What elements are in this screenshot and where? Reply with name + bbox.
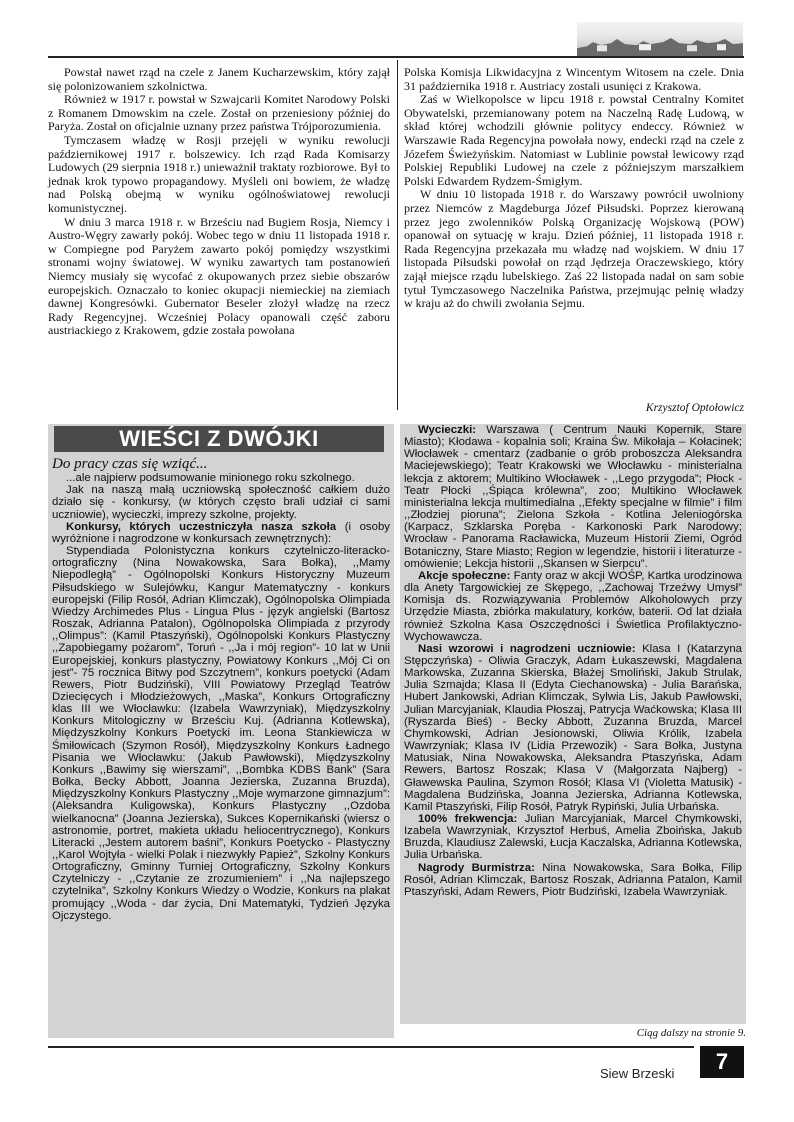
mayor-awards-text: Nina Nowakowska, Sara Bołka, Filip Rosół, Adrian Klimczak, Bartosz Roszak, Adrianna Patalon, Kamil Ptaszyński, Adam Rewers, Piotr Budziński, Izabela Wawrzyniak. (404, 861, 742, 898)
header-photo (577, 22, 743, 56)
social-heading: Akcje społeczne: (418, 569, 511, 582)
paragraph (404, 424, 742, 570)
continued-note: Ciąg dalszy na stronie 9. (636, 1027, 746, 1039)
paragraph: ...ale najpierw podsumowanie minionego roku szkolnego. (66, 472, 355, 485)
page-number: 7 (700, 1046, 744, 1078)
author-signature: Krzysztof Optołowicz (645, 402, 744, 414)
bottom-rule (48, 1046, 694, 1048)
news-left-text (52, 458, 390, 922)
subheading: Do pracy czas się wziąć... (52, 456, 208, 472)
news-right-text (404, 424, 742, 898)
attendance-text: Julian Marcyjaniak, Marcel Chymkowski, Izabela Wawrzyniak, Krzysztof Herbuś, Amelia Zboińska, Jakub Bruzda, Klaudiusz Zalewski, Łucja Kaczalska, Adrianna Kotlewska, Julia Urbańska. (404, 813, 742, 862)
paragraph (404, 862, 742, 898)
top-rule (48, 56, 744, 58)
paragraph: W dniu 10 listopada 1918 r. do Warszawy powrócił uwolniony przez Niemców z Magdeburga Józef Piłsudski. Poprzez kierowaną przez jego zwolenników Polską Organizację Wojskową (POW) opanował on sytuację w kraju. Dzień później, 11 listopada 1918 r. Rada Regencyjna przekazała mu władzę nad wojskiem. W dniu 17 listopada Piłsudski powołał on rząd Jędrzeja Oraczewskiego, który zajął miejsce rządu lubelskiego. Zaś 22 listopada nadał on sam sobie tytuł Tymczasowego Naczelnika Państwa, przejmując pełnię władzy w kraju aż do chwili zwołania Sejmu. (404, 187, 744, 311)
contests-intro: (i osoby wyróżnione i nagrodzone w konkursach zewnętrznych): (52, 520, 390, 545)
paragraph: Również w 1917 r. powstał w Szwajcarii Komitet Narodowy Polski z Romanem Dmowskim na czele. Został on przeniesiony później do Paryża. Został on oficjalnie uznany przez państwa Trójporozumienia. (48, 92, 390, 134)
article-left-column (48, 66, 390, 338)
footer-publication: Siew Brzeski (600, 1066, 675, 1081)
attendance-heading: 100% frekwencja: (418, 813, 518, 825)
paragraph (404, 643, 742, 813)
paragraph: Polska Komisja Likwidacyjna z Wincentym Witosem na czele. Dnia 31 października 1918 r. Austriacy zostali usunięci z Krakowa. (404, 65, 744, 93)
trips-text: Warszawa ( Centrum Nauki Kopernik, Stare Miasto); Kłodawa - kopalnia soli; Kraina Św. Mikołaja – Kołacinek; Włocławek - cmentarz (zadbanie o grób proboszcza Aleksandra Maciejewskiego); Teatr Krakowski we Włocławku - ministerialna lekcja z aktorem; Multikino Włocławek - ,,Lego przygoda”; Płock - Teatr Płocki ,,Śpiąca królewna”, zoo; Multikino Włocławek ministerialna lekcja multimedialna ,,Efekty specjalne w filmie” i film ,,Złodziej pioruna”; Zielona Szkoła - Kotlina Jeleniogórska (Karpacz, Szklarska Poręba - Karkonoski Park Narodowy; Wrocław - Panorama Racławicka, Muzeum Historii Ziemi, Ogród Botaniczny, Stare Miasto; Region w legendzie, historii i literaturze - omówienie; Lekcja historii ,,Skansen w Sierpcu”. (404, 424, 742, 570)
paragraph: Powstał nawet rząd na czele z Janem Kucharzewskim, który zajął się polonizowaniem szkolnictwa. (48, 65, 390, 93)
trips-heading: Wycieczki: (418, 424, 477, 436)
column-divider (397, 60, 398, 410)
contests-heading: Konkursy, których uczestniczyła nasza szkoła (66, 520, 337, 533)
paragraph: Jak na naszą małą uczniowską społeczność całkiem dużo działo się - konkursy, (w których często brali udział ci sami uczniowie), wycieczki, imprezy szkolne, projekty. (52, 484, 390, 521)
section-title: WIEŚCI Z DWÓJKI (54, 426, 384, 452)
social-text: Fanty oraz w akcji WOŚP, Kartka urodzinowa dla Anety Targowickiej ze Skępego, ,,Zachowaj Trzeźwy Umysł” Komisja ds. Rozwiązywania Problemów Alkoholowych przy Urzędzie Miasta, zbiórka makulatury, korków, baterii. Od lat działa również Szkolna Kasa Oszczędności i Świetlica Profilaktyczno- Wychowawcza. (404, 569, 742, 643)
paragraph (52, 521, 390, 545)
mayor-awards-heading: Nagrody Burmistrza: (418, 861, 535, 874)
paragraph (404, 570, 742, 643)
paragraph: Stypendiada Polonistyczna konkurs czytelniczo-literacko-ortograficzny (Nina Nowakowska, Sara Bołka), ,,Mamy Niepodległą” - Ogólnopolski Konkurs Historyczny Muzeum Piłsudskiego w Sulejówku, Kangur Matematyczny - konkurs europejski (Filip Rosół, Adrian Klimczak), Ogólnopolska Olimpiada Wiedzy Archimedes Plus - Lingua Plus - język angielski (Bartosz Roszak, Adrianna Patalon), Ogólnopolska Olimpiada z przyrody ,,Olimpus”: (Kamil Ptaszyński), Ogólnopolski Konkurs Plastyczny ,,Zapobiegamy pożarom”, Toruń - ,,Ja i mój region”- 10 lat w Unii Europejskiej, konkurs plastyczny, Powiatowy Konkurs ,,Mój Ci on jest”- 75 rocznica Bitwy pod Szczytnem”, konkurs poetycki (Adam Rewers, Piotr Budziński), VIII Powiatowy Przegląd Teatrów Dziecięcych i Młodzieżowych, ,,Maska”, Konkurs Ortograficzny klas III we Włocławku: (Izabela Wawrzyniak), Międzyszkolny Konkurs Mitologiczny w Brześciu Kuj. (Adrianna Kotlewska), Międzyszkolny Konkurs Poetycki im. Leona Stankiewicza w Śmiłowicach (Szymon Rosół), Międzyszkolny Konkurs Ładnego Pisania we Włocławku: (Jakub Pawłowski), Międzyszkolny Konkurs ,,Bawimy się wierszami”, ,,Bombka KDBS Bank” (Sara Bołka, Becky Abbott, Joanna Jezierska, Zuzanna Bruzda), Międzyszkolny Konkurs Plastyczny ,,Moje wymarzone gimnazjum”: (Aleksandra Kuligowska), Konkurs Plastyczny ,,Ozdoba wielkanocna” (Joanna Jezierska), Sukces Kopernikański (wiersz o astronomie, portret, makieta układu heliocentrycznego), Konkurs Literacki ,,Jestem autorem baśni”, Konkurs Poetycko - Plastyczny ,,Karol Wojtyła - wielki Polak i niezwykły Papież”, Szkolny Konkurs Ortograficzny, Gminny Turniej Ortograficzny, Szkolny Konkurs Czytelniczy - ,,Czytanie ze zrozumieniem” i ,,Na najlepszego czytelnika”, Szkolny Konkurs Wiedzy o Wodzie, Konkurs na plakat promujący ,,Woda - dar życia, Dni Matematyki, Tydzień Języka Ojczystego. (52, 545, 390, 922)
article-right-column (404, 66, 744, 311)
students-heading: Nasi wzorowi i nagrodzeni uczniowie: (418, 642, 636, 655)
paragraph (404, 813, 742, 862)
paragraph: Zaś w Wielkopolsce w lipcu 1918 r. powstał Centralny Komitet Obywatelski, przemianowany potem na Naczelną Radę Ludową, w skład której wchodzili głównie politycy endeccy. Również w Warszawie Rada Regencyjna powołała nowy, endecki rząd na czele z Józefem Świeżyńskim. Natomiast w Lublinie powstał lewicowy rząd Polskiej Republiki Ludowej na czele z późniejszym marszałkiem Polski Edwardem Rydzem-Śmigłym. (404, 92, 744, 188)
paragraph: Tymczasem władzę w Rosji przejęli w wyniku rewolucji październikowej 1917 r. bolszewicy. Ich rząd Rada Komisarzy Ludowych (29 sierpnia 1918 r.) unieważnił traktaty rozbiorowe. Był to jednak krok typowo propagandowy. Myśleli oni bowiem, że władzę nad Polską obejmą w wyniku ogólnoświatowej rewolucji komunistycznej. (48, 132, 390, 215)
paragraph: W dniu 3 marca 1918 r. w Brześciu nad Bugiem Rosja, Niemcy i Austro-Węgry zawarły pokój. Wobec tego w dniu 11 listopada 1918 r. w Compiegne pod Paryżem zawarto pokój pomiędzy wszystkimi stronami wojny światowej. W wyniku zawartych tam postanowień Niemcy musiały się wycofać z okupowanych przez siebie obszarów europejskich. Oznaczało to koniec okupacji niemieckiej na ziemiach dawnej Kongresówki. Gubernator Beseler złożył władzę na rzecz Rady Regencyjnej. Wcześniej Polacy opanowali część zaboru austriackiego z Krakowem, gdzie została powołana (48, 214, 390, 338)
students-text: Klasa I (Katarzyna Stępczyńska) - Oliwia Graczyk, Adam Łukaszewski, Magdalena Markowska, Zuzanna Skierska, Błażej Smoliński, Jakub Strulak, Julia Szmajda; Klasa II (Edyta Ciechanowska) - Julia Barańska, Hubert Jankowski, Adrian Klimczak, Sylwia Lis, Jakub Pawłowski, Julian Marcyjaniak, Klaudia Płoszaj, Patrycja Waćkowska; Klasa III (Ryszarda Bieś) - Becky Abbott, Zuzanna Bruzda, Marcel Chymkowski, Adrian Jesionowski, Oliwia Królik, Izabela Wawrzyniak; Klasa IV (Lidia Przewozik) - Sara Bołka, Justyna Matusiak, Nina Nowakowska, Aleksandra Ptaszyńska, Adam Rewers, Bartosz Roszak; Klasa V (Małgorzata Najberg) - Gławewska Paulina, Szymon Rosół; Klasa VI (Violetta Matusik) - Magdalena Budzińska, Joanna Jezierska, Adrianna Kotlewska, Kamil Ptaszyński, Filip Rosół, Patryk Rypiński, Julia Urbańska. (404, 642, 742, 813)
